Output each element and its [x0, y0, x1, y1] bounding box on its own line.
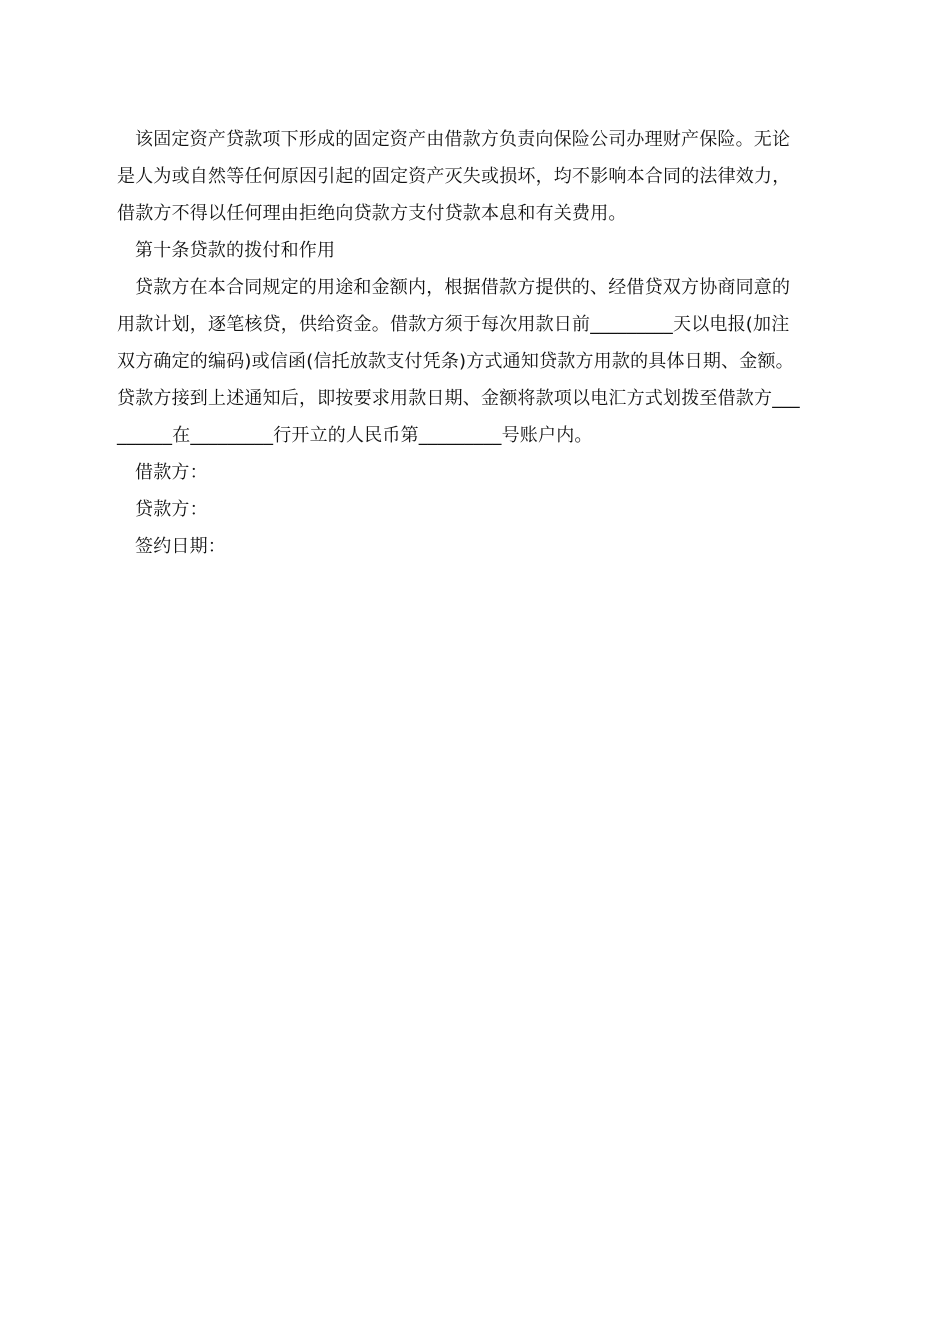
- lender-label: 贷款方：: [135, 499, 208, 520]
- paragraph-line: 该固定资产贷款项下形成的固定资产由借款方负责向保险公司办理财产保险。无论: [135, 129, 791, 150]
- borrower-label: 借款方：: [135, 462, 208, 483]
- paragraph-line: 用款计划，逐笔核贷，供给资金。借款方须于每次用款日前_________天以电报(加注: [117, 314, 790, 335]
- paragraph-line: 借款方不得以任何理由拒绝向贷款方支付贷款本息和有关费用。: [117, 203, 627, 224]
- article-heading: 第十条贷款的拨付和作用: [135, 240, 336, 261]
- paragraph-line: ______在_________行开立的人民币第_________号账户内。: [117, 425, 593, 446]
- paragraph-line: 贷款方在本合同规定的用途和金额内，根据借款方提供的、经借贷双方协商同意的: [135, 277, 791, 298]
- paragraph-line: 是人为或自然等任何原因引起的固定资产灭失或损坏，均不影响本合同的法律效力，: [117, 166, 791, 187]
- paragraph-disbursement: [117, 269, 837, 454]
- paragraph-insurance: [117, 121, 837, 232]
- paragraph-line: 双方确定的编码)或信函(信托放款支付凭条)方式通知贷款方用款的具体日期、金额。: [117, 351, 794, 372]
- paragraph-line: 贷款方接到上述通知后，即按要求用款日期、金额将款项以电汇方式划拨至借款方___: [117, 388, 800, 409]
- signing-date-label: 签约日期：: [135, 536, 226, 557]
- document-body: [117, 121, 837, 565]
